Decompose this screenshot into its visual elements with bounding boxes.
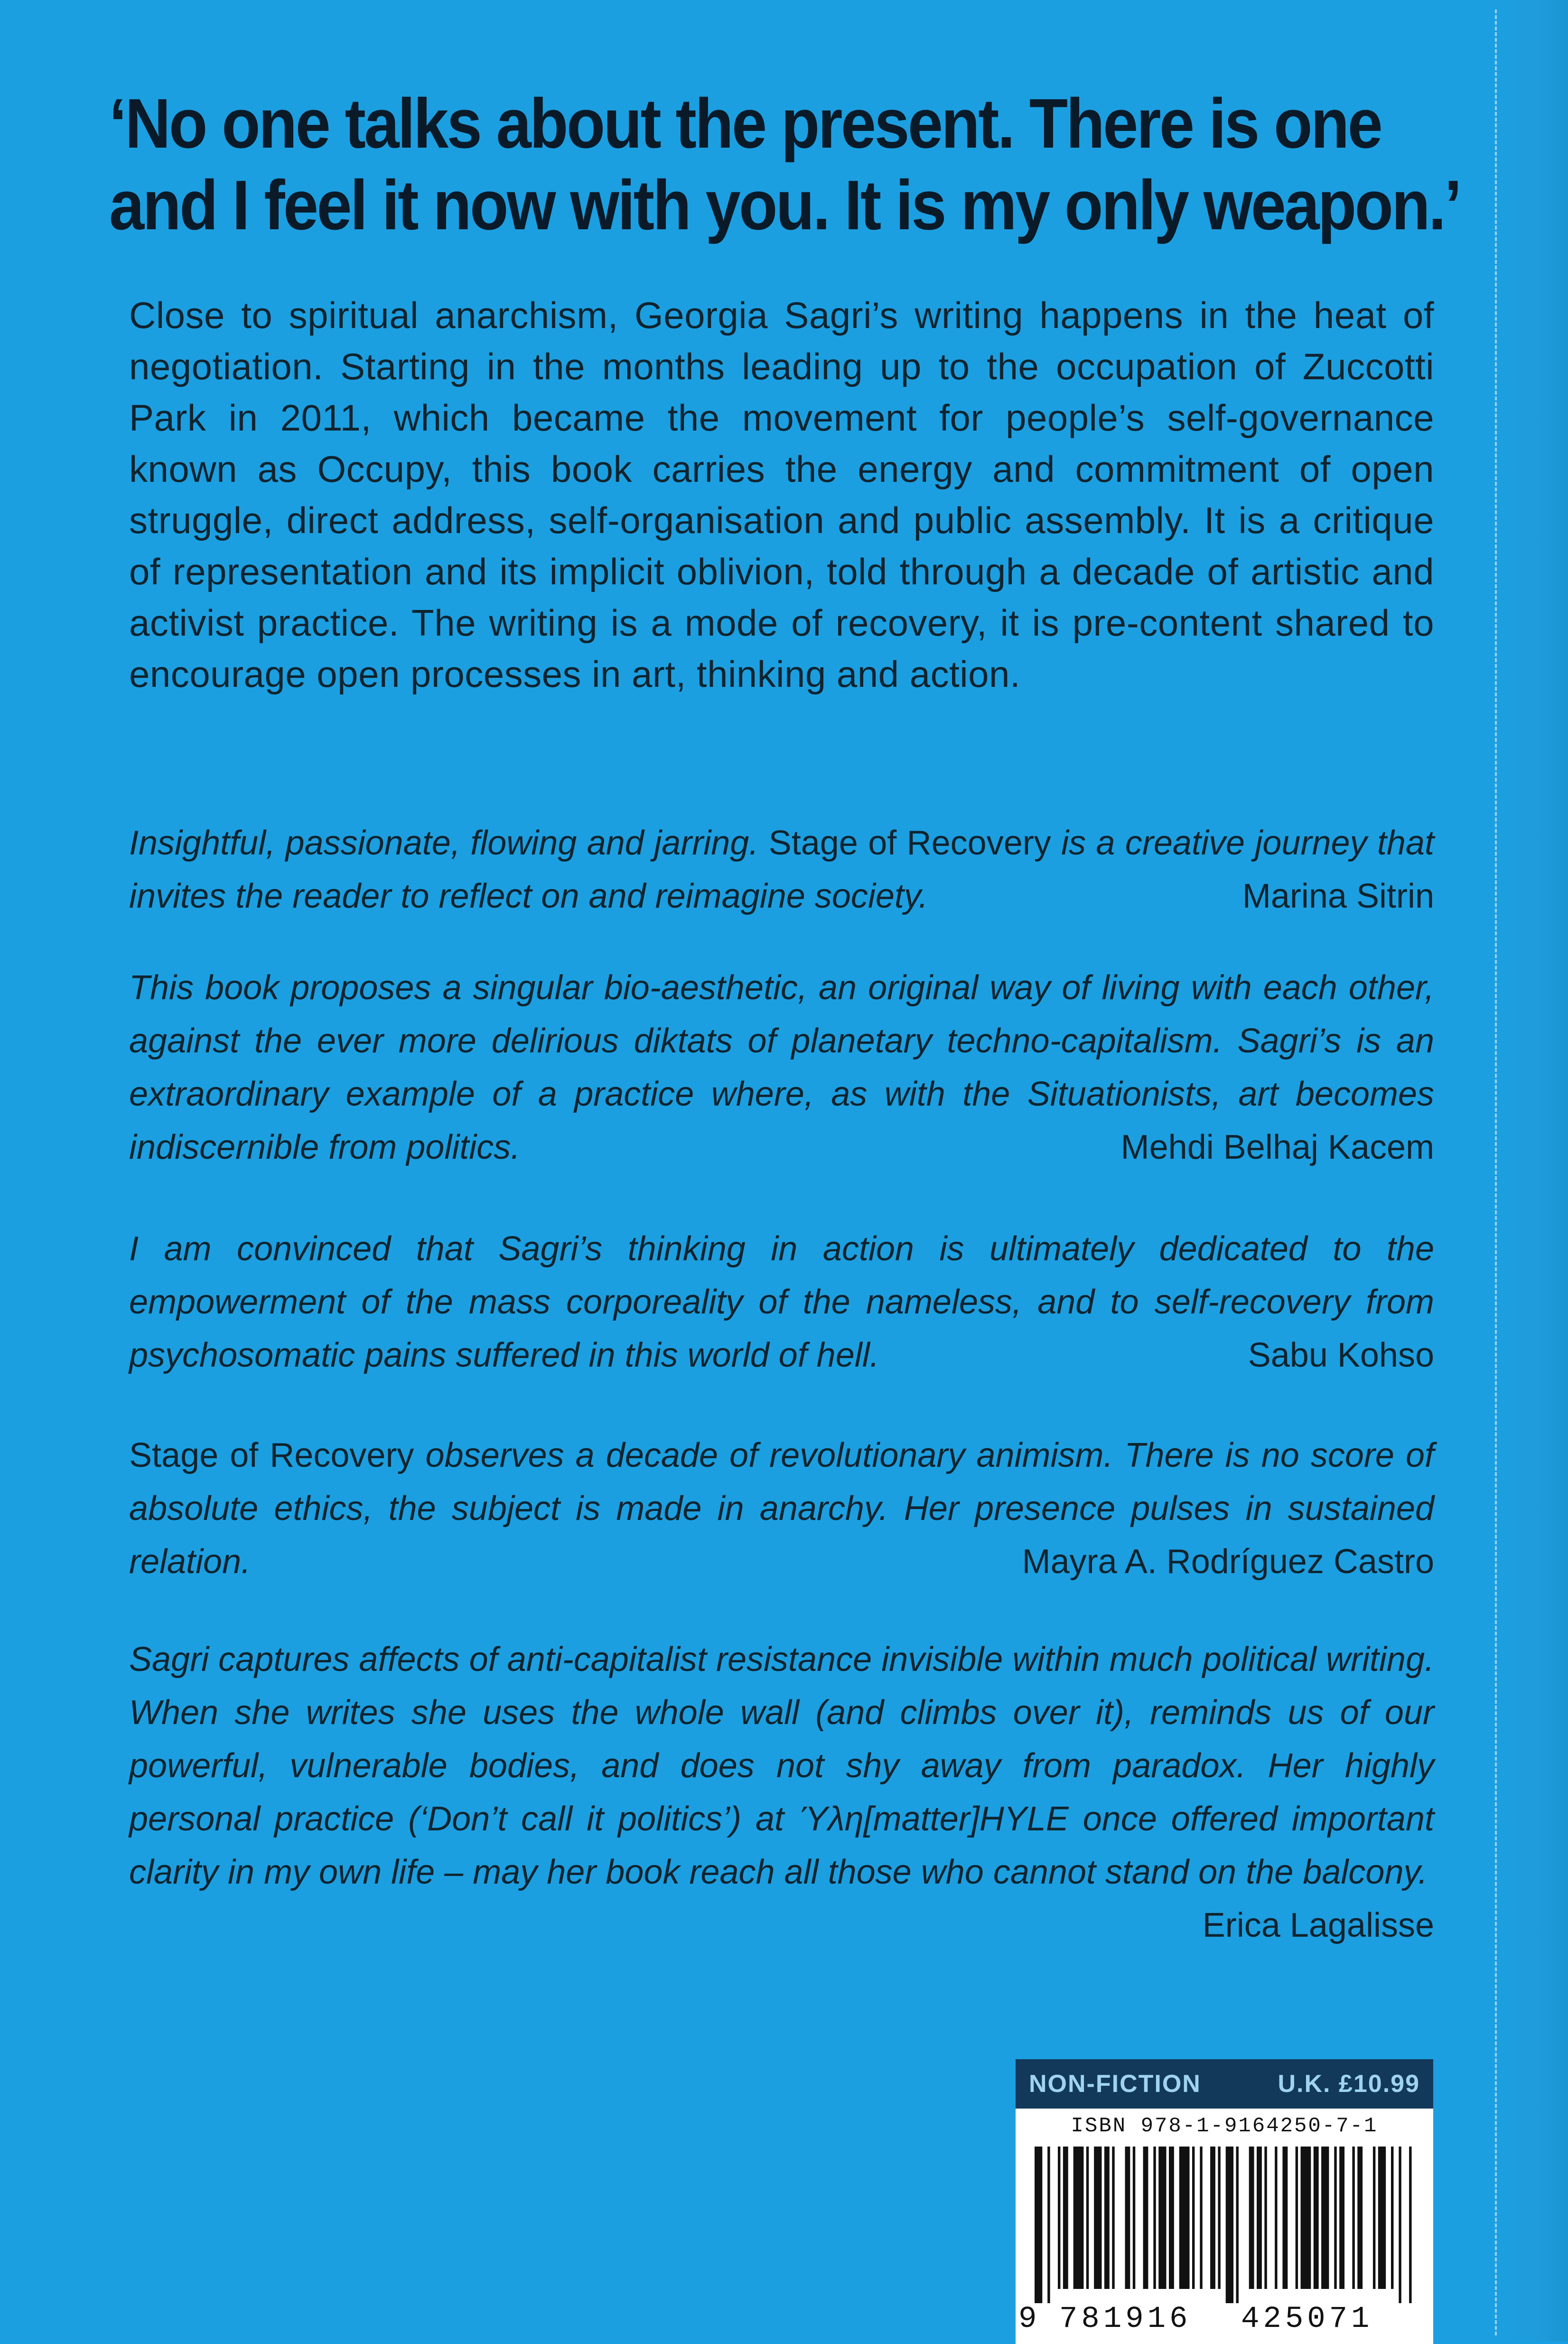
endorsement-quote: [129, 1222, 1434, 1382]
quote-author: Marina Sitrin: [1242, 877, 1434, 915]
book-blurb: Close to spiritual anarchism, Georgia Sagri’s writing happens in the heat of negotiation. Starting in the months leading up to the occupation of Zuccotti Park in 2011, which became the movement for people’s self-governance known as Occupy, this book carries the energy and commitment of open struggle, direct address, self-organisation and public assembly. It is a critique of representation and its implicit oblivion, told through a decade of artistic and activist practice. The writing is a mode of recovery, it is pre-content shared to encourage open processes in art, thinking and action.: [129, 294, 1434, 695]
barcode-bar: [1104, 2147, 1110, 2289]
barcode-bar: [1249, 2147, 1254, 2289]
book-title-inline: Stage of Recovery: [768, 824, 1051, 862]
barcode-bar: [1257, 2147, 1262, 2289]
barcode-bar: [1391, 2147, 1393, 2289]
barcode-bar: [1264, 2147, 1267, 2289]
fold-line: [1495, 9, 1497, 2335]
barcode-bar: [1143, 2147, 1148, 2289]
price-label: U.K. £10.99: [1278, 2070, 1420, 2098]
barcode-bar: [1047, 2147, 1050, 2303]
barcode-bar: [1125, 2147, 1130, 2289]
headline-quote: [109, 83, 1460, 246]
barcode-bar: [1334, 2147, 1336, 2289]
barcode-bar: [1296, 2147, 1298, 2289]
barcode-bar: [1236, 2147, 1238, 2303]
barcode-bars: [1035, 2147, 1414, 2303]
barcode-bar: [1357, 2147, 1363, 2289]
cover-edge: [1497, 0, 1568, 2341]
quote-text: observes a decade of revolutionary animism. There is no score of absolute ethics, the subject is made in anarchy. Her presence pulses in sustained relation.: [129, 1436, 1435, 1581]
barcode-bar: [1086, 2147, 1089, 2289]
quote-author: Mehdi Belhaj Kacem: [1120, 1128, 1434, 1166]
barcode-block: [1016, 2059, 1433, 2344]
barcode-bar: [1226, 2147, 1233, 2303]
barcode-bar: [1058, 2147, 1060, 2289]
barcode-bar: [1218, 2147, 1220, 2289]
category-label: NON-FICTION: [1029, 2070, 1201, 2098]
barcode-bar: [1200, 2147, 1202, 2289]
quote-text: Sagri captures affects of anti-capitalist resistance invisible within much political writing. When she writes she uses the whole wall (and climbs over it), reminds us of our powerful, vulnerable bodies, and does not shy away from paradox. Her highly personal practice (‘Don’t call it politics’) at Ύλη[matter]HYLE once offered important clarity in my own life – may her book reach all those who cannot stand on the balcony.: [129, 1641, 1434, 1891]
barcode-digits-right: 425071: [1241, 2302, 1373, 2336]
barcode-bar: [1169, 2147, 1174, 2289]
headline-line-1: ‘No one talks about the present. There is one: [109, 84, 1381, 163]
barcode-bar: [1094, 2147, 1101, 2289]
quote-author: Erica Lagalisse: [1202, 1906, 1434, 1944]
quote-author: Mayra A. Rodríguez Castro: [1022, 1543, 1434, 1581]
barcode-bar: [1409, 2147, 1411, 2303]
headline-line-2: and I feel it now with you. It is my only weapon.’: [109, 166, 1460, 244]
quote-text: This book proposes a singular bio-aesthetic, an original way of living with each other, against the ever more delirious diktats of planetary techno-capitalism. Sagri’s is an extraordinary example of a practice where, as with the Situationists, art becomes indiscernible from politics.: [129, 969, 1434, 1166]
endorsement-quote: [129, 1633, 1434, 1952]
price-category-label: [1016, 2059, 1433, 2109]
quote-text: I am convinced that Sagri’s thinking in action is ultimately dedicated to the empowerment of the mass corporeality of the nameless, and to self-recovery from psychosomatic pains suffered in this world of hell.: [129, 1230, 1434, 1374]
barcode-bar: [1133, 2147, 1135, 2289]
barcode-digit-lead: 9: [1018, 2302, 1037, 2336]
endorsement-quote: [129, 1429, 1434, 1588]
barcode-bar: [1321, 2147, 1329, 2289]
endorsement-quote: [129, 816, 1434, 923]
barcode-bar: [1275, 2147, 1277, 2289]
barcode-bar: [1112, 2147, 1114, 2289]
quote-author: Sabu Kohso: [1248, 1336, 1434, 1374]
barcode-bar: [1352, 2147, 1354, 2289]
barcode-bar: [1073, 2147, 1084, 2289]
barcode-bar: [1301, 2147, 1311, 2289]
barcode-bar: [1153, 2147, 1156, 2289]
barcode-bar: [1373, 2147, 1375, 2289]
barcode-digits-left: 781916: [1059, 2302, 1192, 2336]
barcode-bar: [1378, 2147, 1386, 2289]
quote-text: is a creative journey that invites the reader to reflect on and reimagine society.: [129, 824, 1435, 915]
barcode-bar: [1192, 2147, 1195, 2289]
barcode-bar: [1035, 2147, 1042, 2303]
book-title-inline: Stage of Recovery: [129, 1436, 414, 1474]
barcode-bar: [1158, 2147, 1166, 2289]
barcode-bar: [1339, 2147, 1344, 2289]
barcode-bar: [1399, 2147, 1401, 2303]
barcode-bar: [1179, 2147, 1190, 2289]
barcode-bar: [1282, 2147, 1288, 2289]
barcode-bar: [1314, 2147, 1319, 2289]
endorsement-quote: [129, 961, 1434, 1174]
barcode-panel: [1016, 2109, 1433, 2344]
barcode-digits: [1016, 2298, 1433, 2341]
quote-text: Insightful, passionate, flowing and jarring.: [129, 824, 769, 862]
barcode-bar: [1063, 2147, 1068, 2289]
barcode-bar: [1210, 2147, 1215, 2289]
isbn-label: ISBN 978-1-9164250-7-1: [1071, 2114, 1378, 2138]
